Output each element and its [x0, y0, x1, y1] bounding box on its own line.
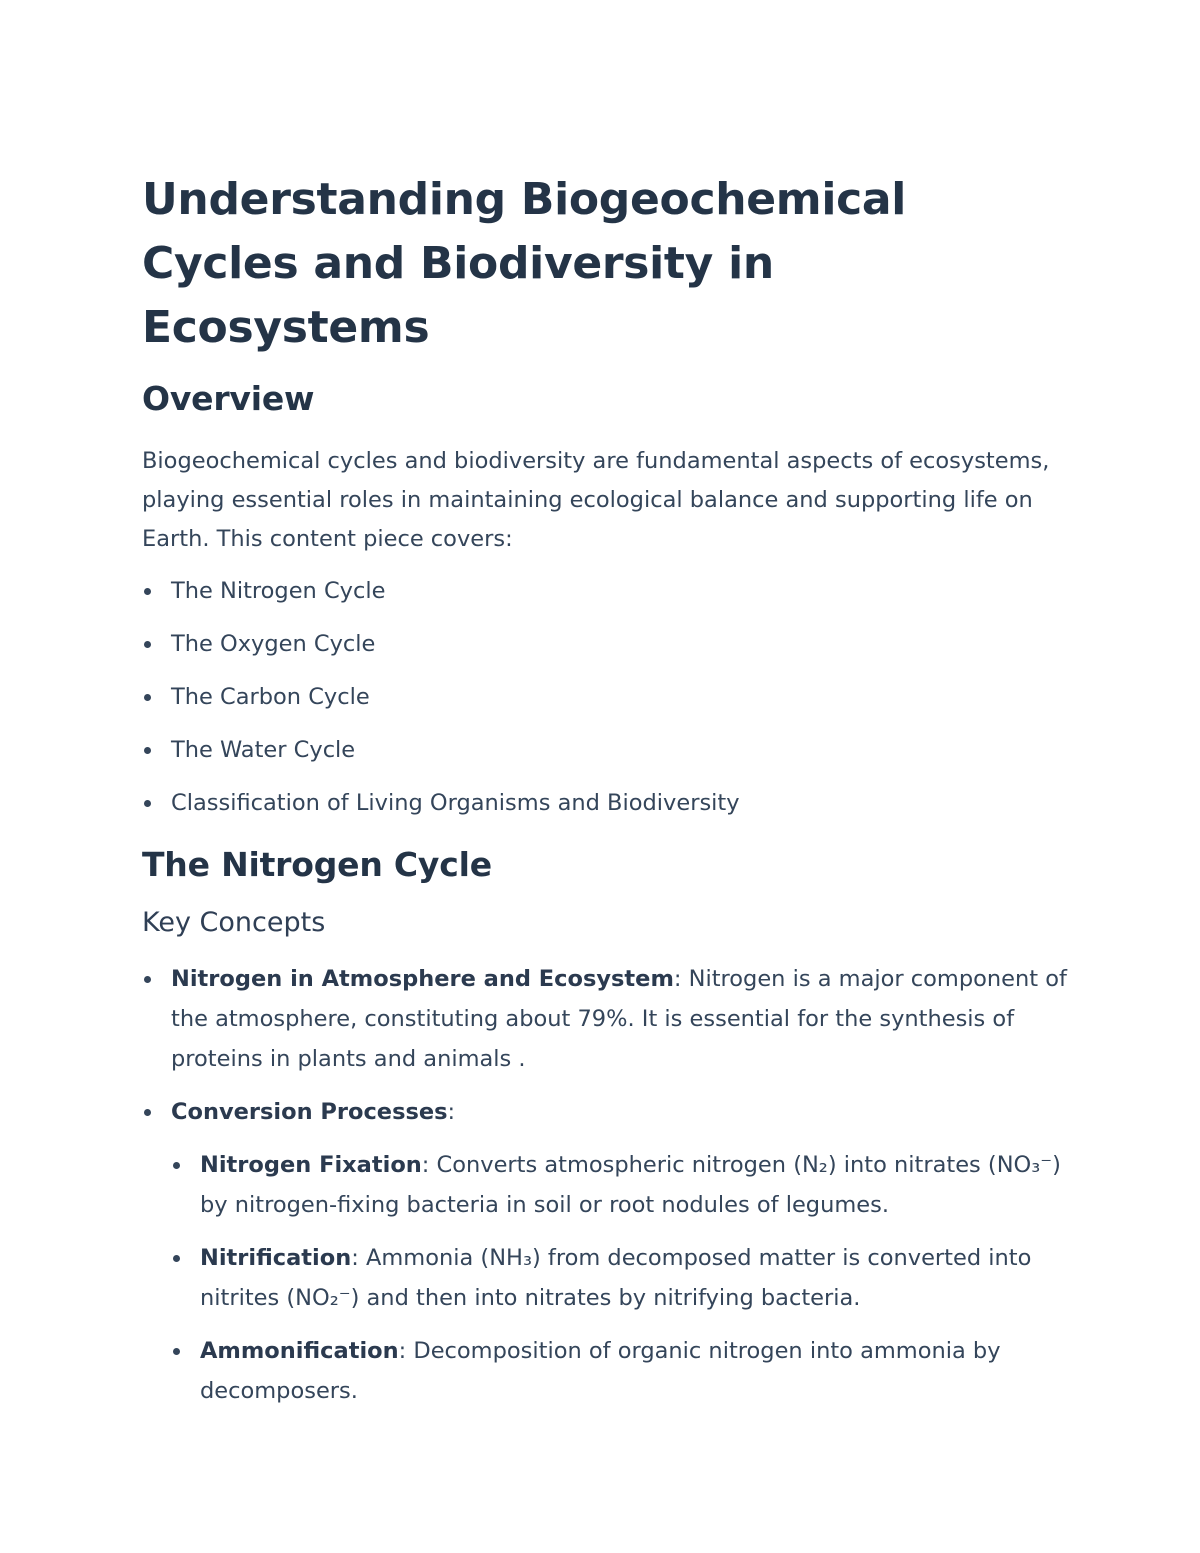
overview-heading: Overview	[142, 379, 315, 418]
bullet-icon	[173, 1255, 180, 1262]
list-item	[142, 677, 1072, 717]
key-concepts-heading: Key Concepts	[142, 907, 326, 938]
list-item	[142, 783, 1072, 823]
document-page	[142, 168, 1072, 1424]
concept-term: Nitrogen in Atmosphere and Ecosystem	[171, 966, 674, 992]
bullet-icon	[144, 588, 151, 595]
concept-text: :	[447, 1099, 456, 1125]
concept-item	[142, 959, 1072, 1079]
process-item	[171, 1145, 1072, 1225]
conversion-process-list	[171, 1145, 1072, 1411]
bullet-icon	[144, 747, 151, 754]
process-term: Nitrification	[200, 1245, 352, 1271]
bullet-icon	[144, 1109, 151, 1116]
process-term: Ammonification	[200, 1338, 399, 1364]
nitrogen-cycle-heading: The Nitrogen Cycle	[142, 845, 492, 884]
concept-item	[142, 1092, 1072, 1411]
document-title: Understanding Biogeochemical Cycles and Biodiversity in Ecosystems	[142, 174, 907, 353]
list-item-text: The Carbon Cycle	[171, 684, 370, 710]
process-text: : Ammonia (NH₃) from decomposed matter is converted into nitrites (NO₂⁻) and then into nitrates by nitrifying bacteria.	[200, 1245, 1032, 1311]
bullet-icon	[173, 1162, 180, 1169]
process-text: : Decomposition of organic nitrogen into ammonia by decomposers.	[200, 1338, 1001, 1404]
process-item	[171, 1238, 1072, 1318]
bullet-icon	[144, 800, 151, 807]
process-item	[171, 1331, 1072, 1411]
process-text: : Converts atmospheric nitrogen (N₂) into nitrates (NO₃⁻) by nitrogen-fixing bacteria in soil or root nodules of legumes.	[200, 1152, 1061, 1218]
bullet-icon	[144, 976, 151, 983]
list-item-text: Classification of Living Organisms and Biodiversity	[171, 790, 740, 816]
bullet-icon	[173, 1348, 180, 1355]
list-item	[142, 730, 1072, 770]
list-item	[142, 571, 1072, 611]
list-item-text: The Water Cycle	[171, 737, 356, 763]
concept-text: : Nitrogen is a major component of the atmosphere, constituting about 79%. It is essential for the synthesis of proteins in plants and animals .	[171, 966, 1067, 1072]
overview-intro: Biogeochemical cycles and biodiversity are fundamental aspects of ecosystems, playing essential roles in maintaining ecological balance and supporting life on Earth. This content piece covers:	[142, 448, 1050, 552]
key-concepts-list	[142, 959, 1072, 1411]
concept-term: Conversion Processes	[171, 1099, 448, 1125]
list-item-text: The Oxygen Cycle	[171, 631, 376, 657]
list-item	[142, 624, 1072, 664]
process-term: Nitrogen Fixation	[200, 1152, 422, 1178]
bullet-icon	[144, 694, 151, 701]
list-item-text: The Nitrogen Cycle	[171, 578, 386, 604]
bullet-icon	[144, 641, 151, 648]
overview-topic-list	[142, 571, 1072, 823]
